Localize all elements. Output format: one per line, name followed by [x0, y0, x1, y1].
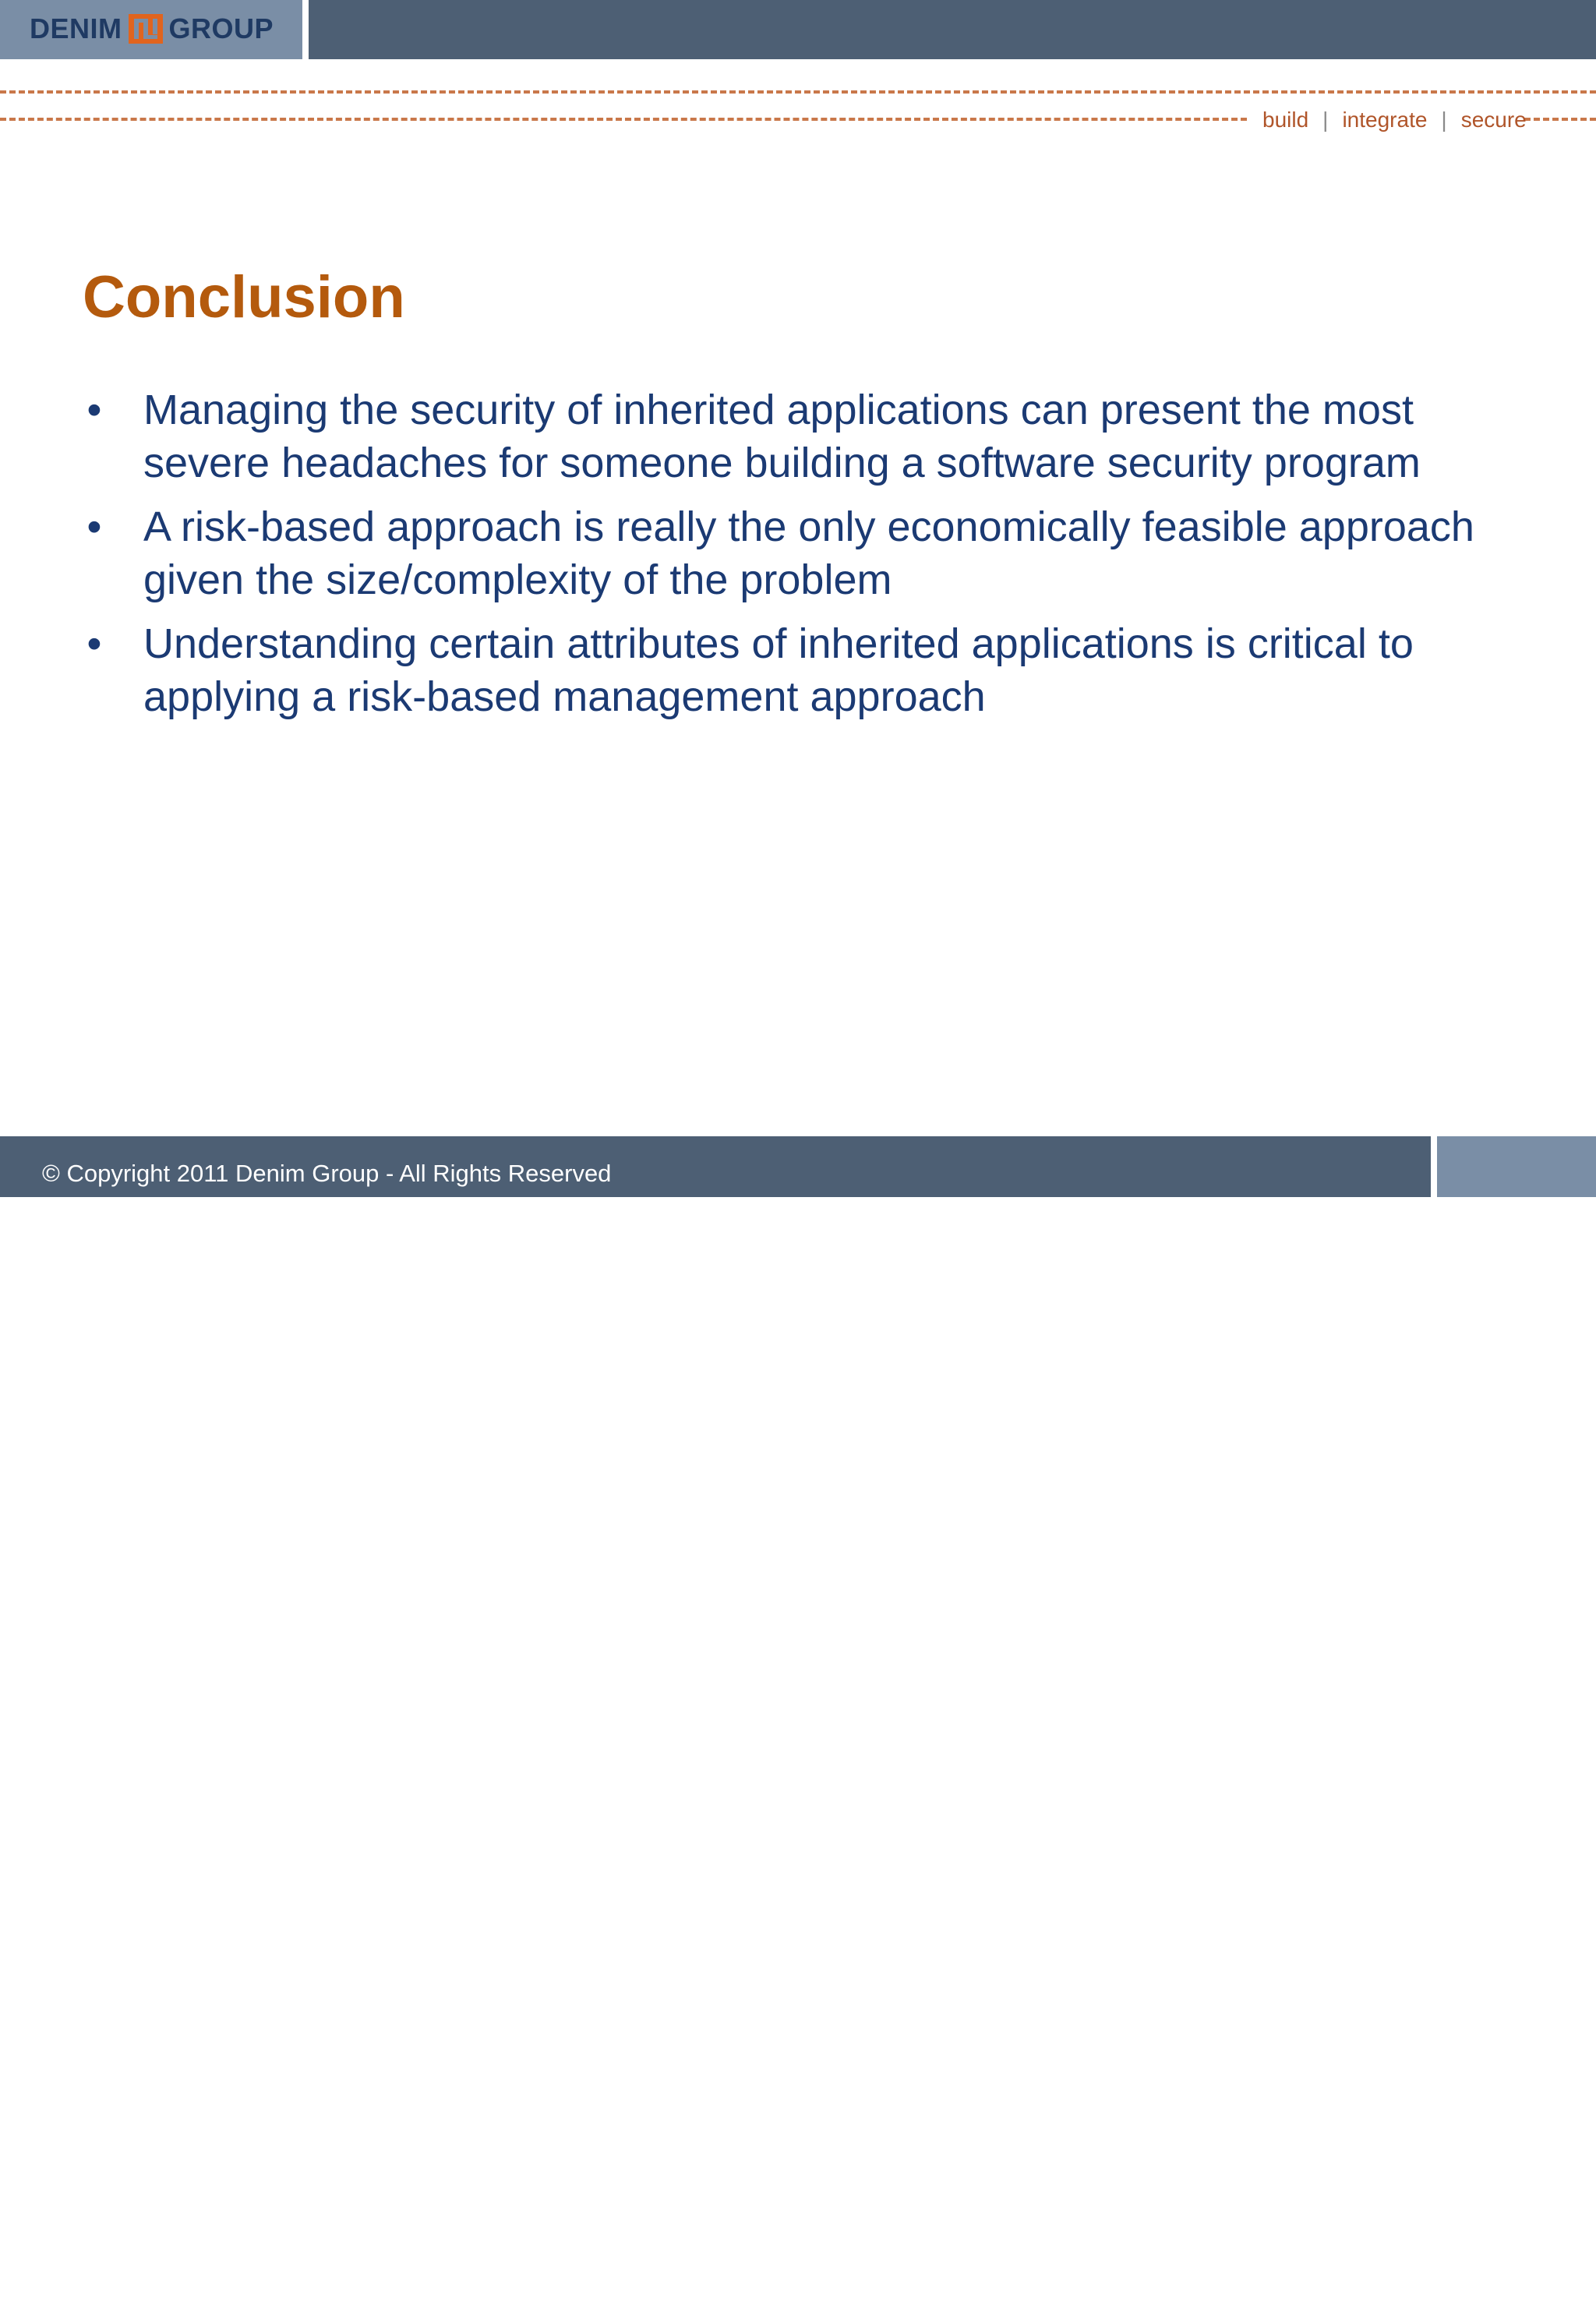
page-number: 25	[1551, 2288, 1579, 2316]
tagline-separator: |	[1441, 108, 1447, 132]
logo-panel	[0, 0, 302, 59]
bullet-dot-icon: •	[87, 503, 102, 550]
bullet-item	[83, 383, 1517, 489]
footer-divider	[1431, 1136, 1437, 1197]
bullet-item	[83, 500, 1517, 606]
bullet-text: Managing the security of inherited applications can present the most severe headaches for someone building a software security program	[143, 387, 1421, 486]
tagline-integrate: integrate	[1342, 108, 1428, 132]
denim-group-logo	[30, 11, 274, 47]
bullet-item	[83, 617, 1517, 723]
page-number-panel	[1437, 1136, 1596, 2316]
bullet-dot-icon: •	[87, 620, 102, 667]
dashed-rule-top	[0, 90, 1596, 94]
copyright-notice: © Copyright 2011 Denim Group - All Rights Reserved	[42, 1160, 612, 1187]
header-divider	[302, 0, 309, 59]
dashed-rule-bottom-left	[0, 118, 1247, 121]
tagline-separator: |	[1322, 108, 1329, 132]
bullet-text: Understanding certain attributes of inherited applications is critical to applying a risk-based management approach	[143, 620, 1414, 720]
logo-mark-icon	[127, 12, 164, 45]
logo-text-denim: DENIM	[30, 12, 122, 44]
bullet-dot-icon: •	[87, 387, 102, 433]
bullet-text: A risk-based approach is really the only economically feasible approach given the size/complexity of the problem	[143, 503, 1474, 603]
dashed-rule-bottom-right	[1524, 118, 1596, 121]
logo-text-group: GROUP	[168, 12, 274, 44]
slide-title: Conclusion	[83, 264, 405, 330]
bullet-list	[83, 383, 1517, 734]
tagline-build: build	[1262, 108, 1309, 132]
tagline	[1262, 106, 1527, 134]
tagline-secure: secure	[1460, 108, 1527, 132]
